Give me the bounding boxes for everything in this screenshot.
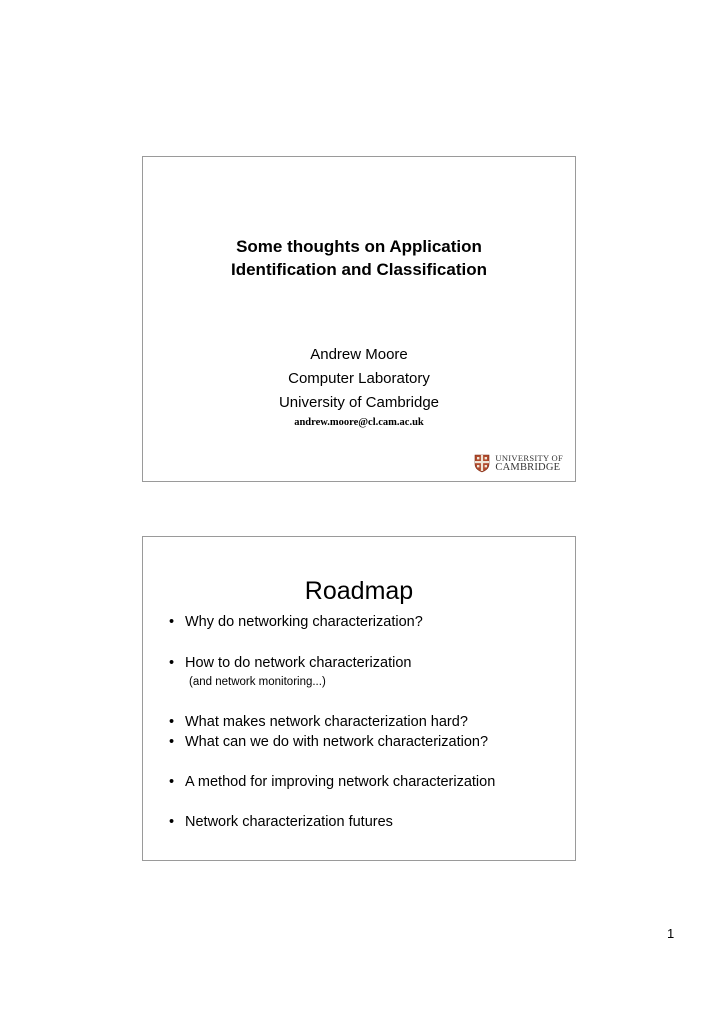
bullet-glyph: • (169, 614, 175, 630)
bullet-text: Network characterization futures (185, 814, 393, 830)
slide-title: Roadmap (304, 577, 414, 605)
page-number: 1 (667, 926, 675, 941)
bullet-item (169, 813, 393, 831)
bullet-item (169, 713, 468, 731)
roadmap-slide (142, 536, 576, 861)
title-line-1: Some thoughts on Application (236, 237, 482, 256)
bullet-text: What can we do with network characterization? (185, 734, 489, 750)
author-email: andrew.moore@cl.cam.ac.uk (294, 417, 424, 428)
bullet-sub-note: (and network monitoring...) (189, 676, 326, 688)
bullet-item (169, 654, 411, 672)
author-block (143, 343, 575, 415)
bullet-text: How to do network characterization (185, 655, 412, 671)
logo-wordmark (495, 453, 563, 473)
cambridge-shield-icon (474, 454, 490, 473)
bullet-item (169, 733, 488, 751)
bullet-glyph: • (169, 714, 175, 730)
bullet-glyph: • (169, 655, 175, 671)
logo-line-1: UNIVERSITY OF (495, 453, 563, 463)
title-slide (142, 156, 576, 482)
university-logo (474, 453, 563, 473)
bullet-text: Why do networking characterization? (185, 614, 423, 630)
bullet-glyph: • (169, 774, 175, 790)
bullet-item (169, 773, 495, 791)
title-line-2: Identification and Classification (231, 260, 487, 279)
author-department: Computer Laboratory (288, 370, 430, 387)
logo-line-2: CAMBRIDGE (495, 462, 561, 473)
author-institution: University of Cambridge (278, 394, 440, 411)
author-name: Andrew Moore (310, 346, 408, 363)
bullet-item (169, 613, 423, 631)
bullet-text: What makes network characterization hard? (185, 714, 468, 730)
bullet-glyph: • (169, 814, 175, 830)
slide-title (143, 235, 575, 281)
bullet-text: A method for improving network characterization (185, 774, 496, 790)
bullet-glyph: • (169, 734, 175, 750)
